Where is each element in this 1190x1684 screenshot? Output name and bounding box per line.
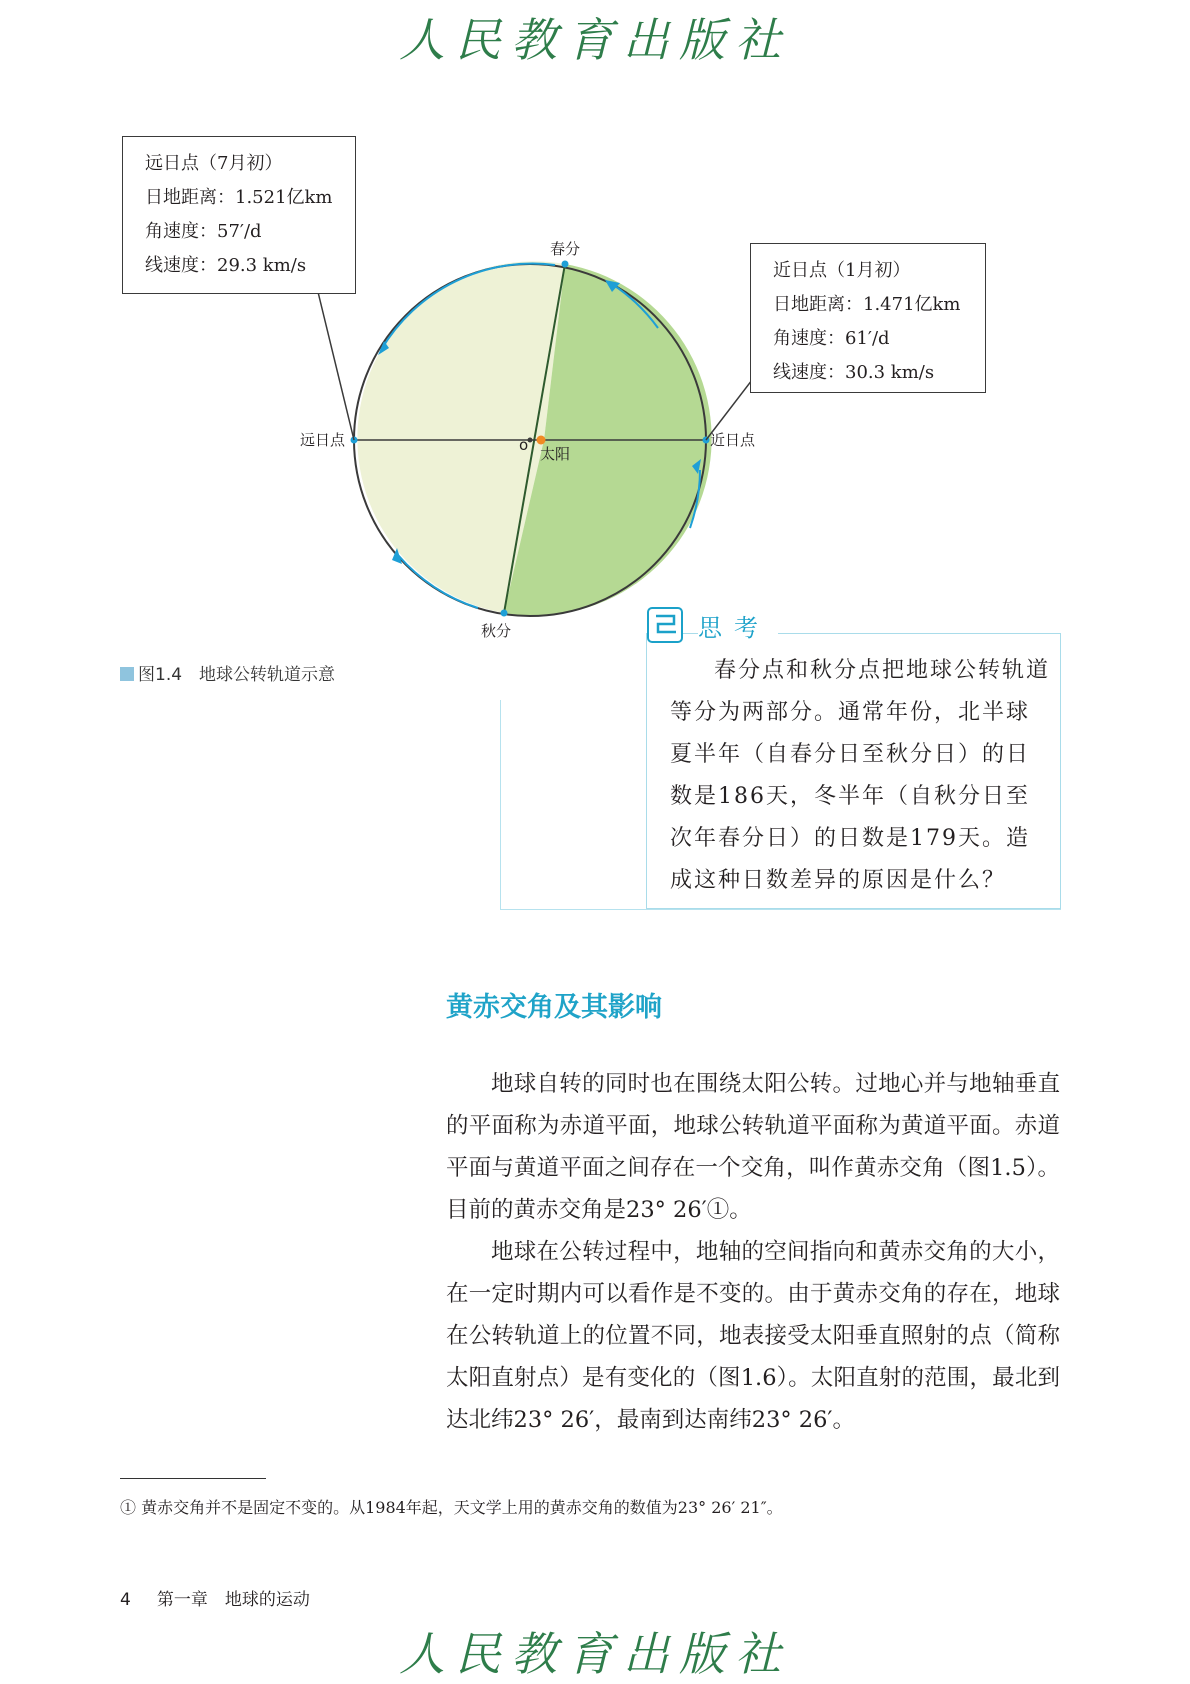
aphelion-leader	[318, 292, 354, 440]
think-icon	[646, 604, 688, 646]
think-paragraph: 春分点和秋分点把地球公转轨道等分为两部分。通常年份，北半球夏半年（自春分日至秋分日）的日数是186天，冬半年（自秋分日至次年春分日）的日数是179天。造成这种日数差异的原因是什么？	[670, 658, 1051, 893]
chapter-title: 第一章 地球的运动	[156, 1590, 310, 1610]
body-paragraph-2: 地球在公转过程中，地轴的空间指向和黄赤交角的大小，在一定时期内可以看作是不变的。由于黄赤交角的存在，地球在公转轨道上的位置不同，地表接受太阳垂直照射的点（简称太阳直射点）是有变化的（图1.6）。太阳直射的范围，最北到达北纬23° 26′，最南到达南纬23° 26′。	[446, 1239, 1060, 1433]
aphelion-info-box	[122, 136, 356, 294]
page-number: 4	[120, 1590, 131, 1610]
aphelion-distance: 日地距离：1.521亿km	[145, 187, 333, 208]
center-label: o	[519, 436, 529, 454]
perihelion-distance: 日地距离：1.471亿km	[773, 294, 961, 315]
aphelion-label: 远日点	[300, 431, 346, 449]
think-title: 思考	[698, 608, 778, 643]
spring-label: 春分	[550, 240, 581, 258]
footnote-rule	[120, 1478, 266, 1479]
orbit-diagram	[0, 0, 1190, 700]
sun-point	[537, 436, 546, 445]
spring-point	[562, 261, 569, 268]
figure-caption	[120, 660, 335, 685]
publisher-logo-bottom: 人民教育出版社	[399, 1627, 791, 1681]
caption-text: 图1.4 地球公转轨道示意	[138, 665, 336, 685]
perihelion-info-box	[750, 243, 986, 393]
footnote: ① 黄赤交角并不是固定不变的。从1984年起，天文学上用的黄赤交角的数值为23° 26′ 21″。	[120, 1498, 783, 1517]
body-text	[446, 1063, 1060, 1441]
body-paragraph-1: 地球自转的同时也在围绕太阳公转。过地心并与地轴垂直的平面称为赤道平面，地球公转轨道平面称为黄道平面。赤道平面与黄道平面之间存在一个交角，叫作黄赤交角（图1.5）。目前的黄赤交角是23° 26′①。	[446, 1071, 1060, 1223]
aphelion-title: 远日点（7月初）	[145, 153, 283, 174]
sun-label: 太阳	[540, 445, 571, 463]
perihelion-angular-speed: 角速度：61′/d	[773, 328, 890, 349]
caption-marker-icon	[120, 667, 134, 681]
perihelion-linear-speed: 线速度：30.3 km/s	[773, 362, 935, 383]
section-title: 黄赤交角及其影响	[446, 992, 662, 1023]
aphelion-linear-speed: 线速度：29.3 km/s	[145, 255, 307, 276]
autumn-label: 秋分	[481, 622, 512, 640]
think-text	[670, 650, 1050, 902]
page-footer	[120, 1585, 336, 1610]
autumn-point	[501, 610, 508, 617]
perihelion-title: 近日点（1月初）	[773, 260, 911, 281]
publisher-logo-top: 人民教育出版社	[399, 13, 791, 67]
center-point	[528, 438, 533, 443]
perihelion-label: 近日点	[710, 431, 756, 449]
aphelion-angular-speed: 角速度：57′/d	[145, 221, 262, 242]
